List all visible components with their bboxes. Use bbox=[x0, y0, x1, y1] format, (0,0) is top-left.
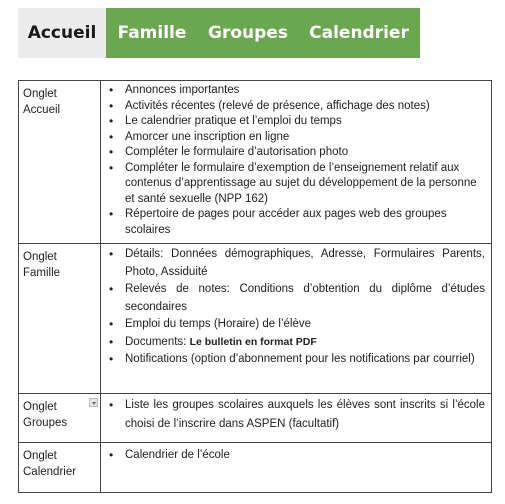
tab-famille[interactable]: Famille bbox=[106, 8, 198, 58]
row-label-line2: Groupes bbox=[23, 416, 68, 429]
table-row bbox=[19, 443, 492, 493]
row-label-line1: Onglet bbox=[23, 450, 57, 462]
row-label bbox=[19, 81, 101, 244]
row-content bbox=[101, 443, 492, 493]
row-label-line1: Onglet bbox=[23, 88, 57, 100]
list-item: • Amorcer une inscription en ligne bbox=[125, 130, 485, 146]
table-row bbox=[19, 394, 492, 443]
table-row bbox=[19, 244, 492, 394]
feature-list bbox=[105, 396, 485, 434]
tab-groupes[interactable]: Groupes bbox=[198, 8, 298, 58]
row-label-line1: Onglet bbox=[23, 401, 57, 413]
documents-prefix: Documents: bbox=[125, 335, 190, 348]
list-item: • Répertoire de pages pour accéder aux pages web des groupes scolaires bbox=[125, 207, 485, 238]
row-label bbox=[19, 244, 101, 394]
table-row bbox=[19, 81, 492, 244]
row-label-line2: Accueil bbox=[23, 103, 61, 116]
feature-list bbox=[105, 246, 485, 369]
list-item: • Annonces importantes bbox=[125, 83, 485, 99]
list-item: • Activités récentes (relevé de présence, affichage des notes) bbox=[125, 99, 485, 115]
list-item: • Notifications (option d’abonnement pour les notifications par courriel) bbox=[125, 351, 485, 369]
row-label bbox=[19, 443, 101, 493]
tab-accueil[interactable]: Accueil bbox=[18, 8, 106, 58]
tab-calendrier[interactable]: Calendrier bbox=[298, 8, 420, 58]
list-item bbox=[125, 334, 485, 352]
row-content bbox=[101, 394, 492, 443]
row-label-line2: Calendrier bbox=[23, 465, 77, 478]
row-label bbox=[19, 394, 101, 443]
list-item: • Compléter le formulaire d’autorisation photo bbox=[125, 145, 485, 161]
list-item: • Détails: Données démographiques, Adresse, Formulaires Parents, Photo, Assiduité bbox=[125, 246, 485, 281]
row-label-line2: Famille bbox=[23, 266, 61, 279]
list-item: • Relevés de notes: Conditions d’obtention du diplôme d’études secondaires bbox=[125, 281, 485, 316]
feature-list bbox=[105, 448, 485, 464]
row-content bbox=[101, 81, 492, 244]
documents-bulletin: Le bulletin en format PDF bbox=[189, 335, 317, 348]
list-item: • Calendrier de l’école bbox=[125, 448, 485, 464]
dropdown-arrow-icon[interactable] bbox=[89, 398, 98, 407]
list-item: • Le calendrier pratique et l’emploi du temps bbox=[125, 114, 485, 130]
tab-bar bbox=[18, 8, 420, 58]
tab-description-table bbox=[18, 80, 492, 493]
row-label-line1: Onglet bbox=[23, 251, 57, 263]
list-item: • Liste les groupes scolaires auxquels les élèves sont inscrits si l’école choisi de l’inscrire dans ASPEN (facultatif) bbox=[125, 396, 485, 434]
list-item: • Compléter le formulaire d’exemption de l’enseignement relatif aux contenus d’apprentissage au sujet du développement de la personne et santé sexuelle (NPP 162) bbox=[125, 161, 485, 208]
feature-list bbox=[105, 83, 485, 238]
row-content bbox=[101, 244, 492, 394]
list-item: • Emploi du temps (Horaire) de l’élève bbox=[125, 316, 485, 334]
